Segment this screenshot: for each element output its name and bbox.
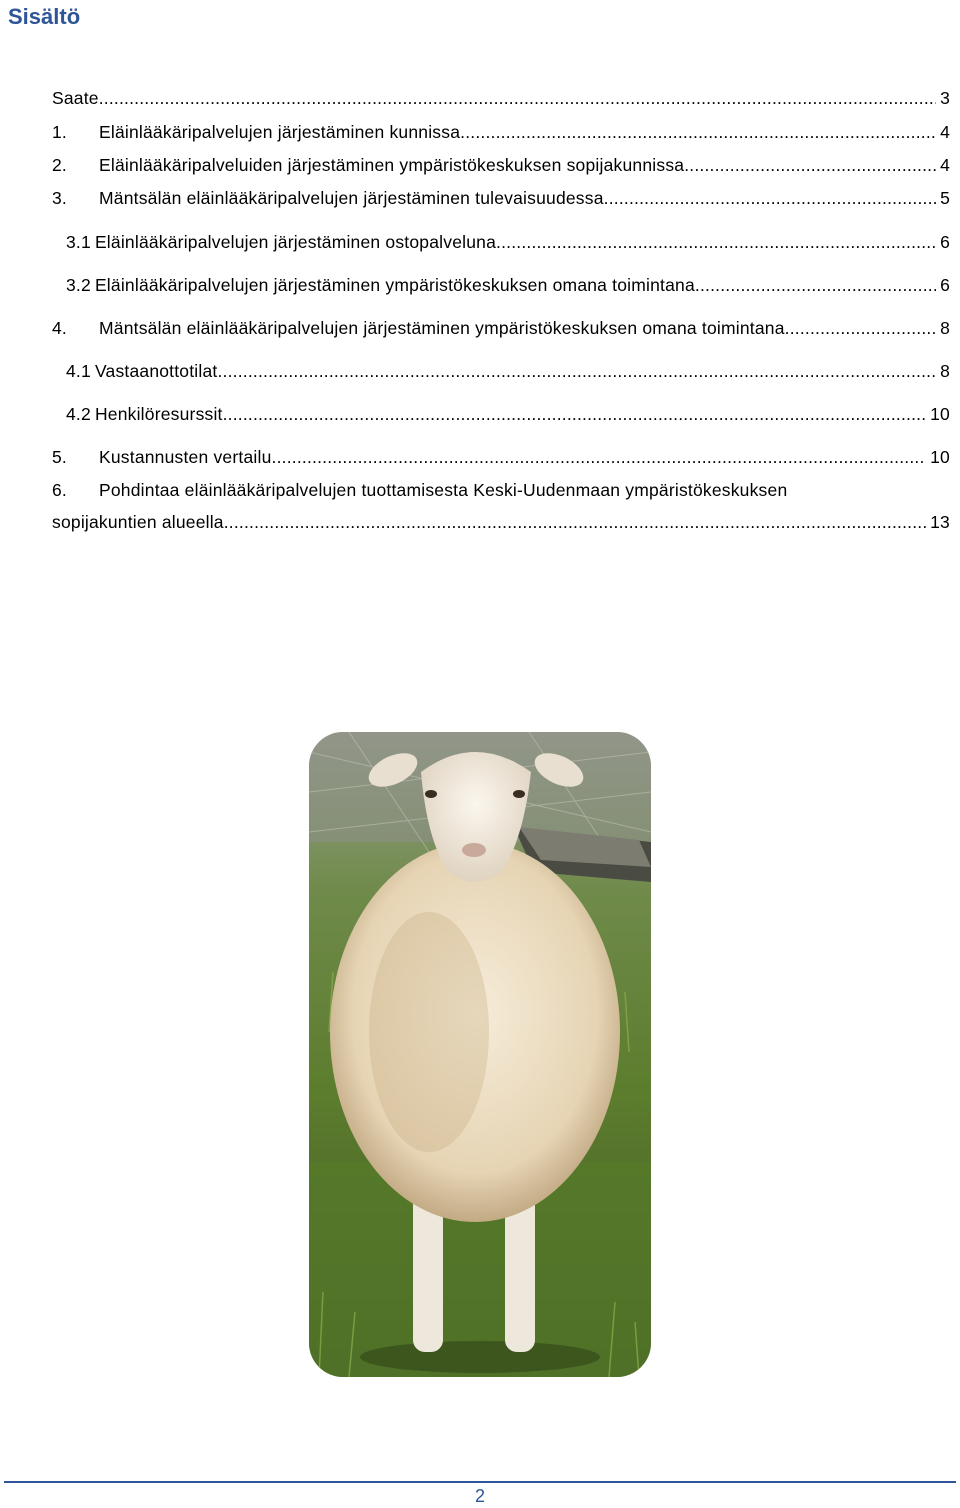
toc-title: Pohdintaa eläinlääkäripalvelujen tuottamisesta Keski-Uudenmaan ympäristökeskuksen: [99, 480, 788, 500]
sheep-photo: [309, 732, 651, 1377]
toc-entry-2[interactable]: [52, 155, 950, 176]
toc-entry-5[interactable]: [52, 447, 950, 468]
toc-leader: [695, 275, 936, 296]
sheep-nose: [462, 843, 486, 857]
toc-leader: [272, 447, 927, 468]
toc-leader: [223, 404, 927, 425]
toc-number: 3.1: [66, 232, 91, 252]
left-eye: [425, 790, 437, 798]
toc-entry-4[interactable]: [52, 318, 950, 339]
wool-shade: [369, 912, 489, 1152]
toc-number: 1.: [52, 122, 67, 142]
toc-title: Mäntsälän eläinlääkäripalvelujen järjestäminen ympäristökeskuksen omana toimintana: [99, 318, 785, 338]
toc-leader: [684, 155, 936, 176]
toc-entry-6-line-2: [52, 512, 950, 533]
toc-title: Mäntsälän eläinlääkäripalvelujen järjestäminen tulevaisuudessa: [99, 188, 604, 208]
sheep-illustration: [309, 732, 651, 1377]
toc-entry-6[interactable]: [52, 480, 950, 533]
toc-leader: [224, 512, 926, 533]
toc-page: 8: [940, 318, 950, 338]
toc-title: Eläinlääkäripalveluiden järjestäminen ympäristökeskuksen sopijakunnissa: [99, 155, 685, 175]
toc-number: 3.: [52, 188, 67, 208]
toc-leader: [785, 318, 936, 339]
right-eye: [513, 790, 525, 798]
toc-number: 6.: [52, 480, 67, 500]
toc-title-continued: sopijakuntien alueella: [52, 512, 224, 532]
toc-number: 3.2: [66, 275, 91, 295]
toc-entry-6-line-1: [52, 480, 950, 501]
toc-leader: [217, 361, 936, 382]
toc-page: 4: [940, 122, 950, 142]
sheep-shadow: [360, 1341, 600, 1373]
toc-page: 10: [930, 447, 950, 467]
toc-title: Henkilöresurssit: [94, 404, 223, 424]
toc-title: Eläinlääkäripalvelujen järjestäminen kunnissa: [99, 122, 461, 142]
toc-entry-4-1[interactable]: [52, 361, 950, 382]
toc-page: 6: [940, 275, 950, 295]
toc-entry-saate[interactable]: [52, 88, 950, 109]
toc-number: 5.: [52, 447, 67, 467]
toc-title: Eläinlääkäripalvelujen järjestäminen ostopalveluna: [94, 232, 497, 252]
toc-entry-3-2[interactable]: [52, 275, 950, 296]
toc-title: Saate: [52, 88, 99, 108]
toc-entry-3-1[interactable]: [52, 232, 950, 253]
page-title: Sisältö: [8, 4, 81, 29]
footer-divider: [4, 1481, 956, 1483]
toc-title: Eläinlääkäripalvelujen järjestäminen ympäristökeskuksen omana toimintana: [94, 275, 695, 295]
toc-number: 2.: [52, 155, 67, 175]
toc-page: 10: [930, 404, 950, 424]
toc-entry-4-2[interactable]: [52, 404, 950, 425]
toc-page: 6: [940, 232, 950, 252]
toc-title: Vastaanottotilat: [94, 361, 218, 381]
toc-page: 3: [940, 88, 950, 108]
toc-entry-1[interactable]: [52, 122, 950, 143]
toc-leader: [496, 232, 936, 253]
toc-leader: [460, 122, 936, 143]
toc-number: 4.1: [66, 361, 91, 381]
toc-title: Kustannusten vertailu: [99, 447, 272, 467]
toc-leader: [99, 88, 936, 109]
toc-number: 4.2: [66, 404, 91, 424]
toc-page: 4: [940, 155, 950, 175]
toc-entry-3[interactable]: [52, 188, 950, 209]
toc-number: 4.: [52, 318, 67, 338]
toc-leader: [604, 188, 936, 209]
page-number: 2: [474, 1486, 485, 1506]
toc-page: 8: [940, 361, 950, 381]
toc-page: 13: [930, 512, 950, 532]
toc-page: 5: [940, 188, 950, 208]
